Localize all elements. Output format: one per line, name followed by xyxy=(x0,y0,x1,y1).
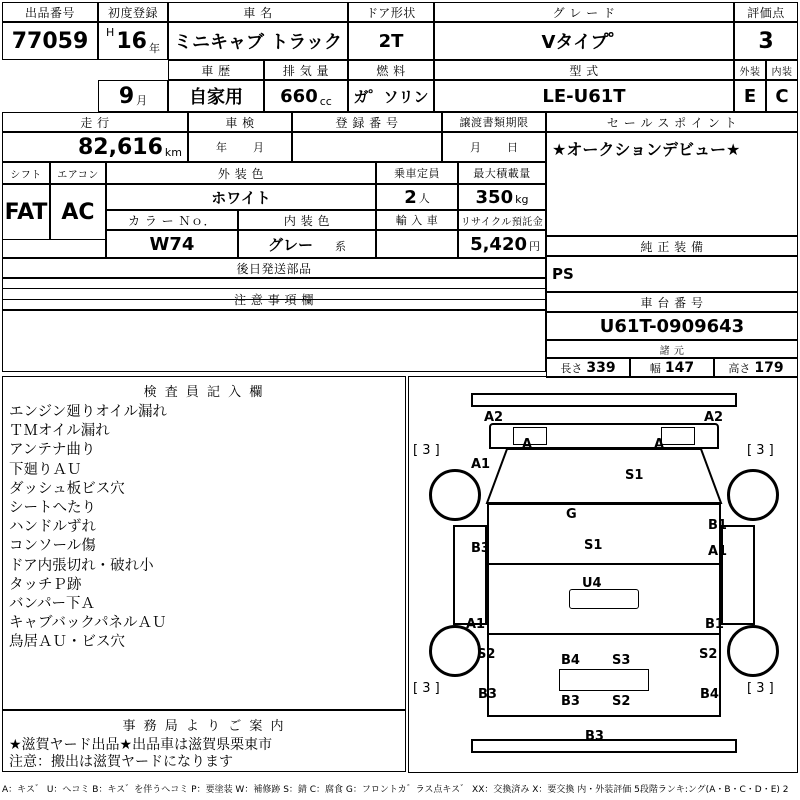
ext-score-label-cell xyxy=(734,60,766,80)
office-notice-line: ★滋賀ヤード出品★出品車は滋賀県栗東市 xyxy=(9,737,273,753)
diagram-body-divider-2 xyxy=(487,633,721,635)
import-value-cell xyxy=(376,230,458,258)
recycle-unit: 円 xyxy=(529,240,540,253)
chassis-value: U61T-0909643 xyxy=(599,315,745,337)
capacity-label: 乗車定員 xyxy=(394,167,440,180)
damage-code: B3 xyxy=(471,541,490,556)
damage-code: A1 xyxy=(471,457,491,472)
inspector-note-line: タッチＰ跡 xyxy=(9,576,82,593)
mileage-unit: km xyxy=(164,146,182,159)
import-label: 輸 入 車 xyxy=(395,214,439,227)
tire-depth-bracket: [ 3 ] xyxy=(413,443,440,458)
shift-label: シフト xyxy=(10,169,42,181)
displacement-unit: cc xyxy=(319,95,332,108)
score-value: 3 xyxy=(758,28,774,54)
int-score-value: C xyxy=(775,85,789,107)
fuel-value-cell xyxy=(348,80,434,112)
first-reg-year: 16 xyxy=(116,28,147,54)
score-value-cell xyxy=(734,22,798,60)
height-label: 高さ xyxy=(728,362,751,375)
inspector-notes-title: 検 査 員 記 入 欄 xyxy=(143,385,265,400)
first-reg-label-cell xyxy=(98,2,168,22)
capacity-unit: 人 xyxy=(418,192,430,205)
transfer-month-unit: 月 xyxy=(470,141,481,154)
first-reg-month-unit: 月 xyxy=(136,94,148,107)
damage-code: A2 xyxy=(484,410,504,425)
door-label: ドア形状 xyxy=(366,5,416,20)
car-name-label: 車 名 xyxy=(243,5,273,20)
office-notice-list xyxy=(9,737,399,771)
inspector-note-line: アンテナ曲り xyxy=(9,442,96,459)
reg-no-label: 登 録 番 号 xyxy=(335,115,399,130)
damage-code: S2 xyxy=(477,647,496,662)
displacement-value: 660 xyxy=(280,85,318,107)
damage-code: B1 xyxy=(708,518,727,533)
reg-no-label-cell xyxy=(292,112,442,132)
int-score-label-cell xyxy=(766,60,798,80)
inspector-note-line: バンパー下Ａ xyxy=(9,596,95,613)
genuine-value-cell xyxy=(546,256,798,292)
dimensions-label: 諸 元 xyxy=(659,345,685,357)
int-score-label: 内装 xyxy=(771,66,793,78)
width-value: 147 xyxy=(664,360,695,376)
color-no-label-cell xyxy=(106,210,238,230)
length-label: 長さ xyxy=(560,362,583,375)
damage-code: U4 xyxy=(582,576,602,591)
damage-code: B3 xyxy=(561,694,580,709)
first-reg-month-cell xyxy=(98,80,168,112)
diagram-right-side-panel xyxy=(721,525,755,625)
dimensions-label-cell xyxy=(546,340,798,358)
car-name-value-cell xyxy=(168,22,348,60)
inspection-label-cell xyxy=(188,112,292,132)
genuine-value: PS xyxy=(552,265,574,283)
ext-score-value: E xyxy=(743,85,757,107)
capacity-value: 2 xyxy=(404,186,417,208)
grade-label-cell xyxy=(434,2,734,22)
inspector-note-line: シートへたり xyxy=(9,500,96,517)
damage-code: S2 xyxy=(699,647,718,662)
damage-code: A1 xyxy=(708,544,728,559)
chassis-value-cell xyxy=(546,312,798,340)
model-value: LE-U61T xyxy=(542,85,626,107)
aircon-label: エアコン xyxy=(57,169,99,181)
reg-no-value-cell xyxy=(292,132,442,162)
door-value: 2T xyxy=(378,30,404,52)
legend-footer: A：キス゛ U：へコミ B：キス゛を伴うへコミ P：要塗装 W：補修跡 S：錆 C：腐食 G：フロントカ゛ラス点キス゛ XX：交換済み X：要交換 内・外装評価 5段階ランキ:ング(A・B・C・D・E) 2 xyxy=(2,785,789,795)
damage-code: B4 xyxy=(561,653,580,668)
later-parts-label-cell xyxy=(2,258,546,278)
inspector-note-line: コンソール傷 xyxy=(9,538,96,555)
ext-score-value-cell xyxy=(734,80,766,112)
inspector-note-line: ハンドルずれ xyxy=(9,519,96,536)
grade-value: Vタイプ゜ xyxy=(541,32,627,53)
inspector-note-line: 鳥居ＡＵ・ビス穴 xyxy=(9,634,125,651)
exhibit-no-value: 77059 xyxy=(11,28,89,54)
height-cell xyxy=(714,358,798,378)
import-label-cell xyxy=(376,210,458,230)
fuel-label-cell xyxy=(348,60,434,80)
aircon-label-cell xyxy=(50,162,106,184)
aircon-value-cell xyxy=(50,184,106,240)
diagram-left-side-panel xyxy=(453,525,487,625)
mileage-value-cell xyxy=(2,132,188,162)
door-value-cell xyxy=(348,22,434,60)
damage-code: A1 xyxy=(466,617,486,632)
first-reg-era: H xyxy=(106,26,115,39)
transfer-value-cell xyxy=(442,132,546,162)
exhibit-no-label-cell xyxy=(2,2,98,22)
damage-code: B4 xyxy=(700,687,719,702)
exhibit-no-label: 出品番号 xyxy=(24,5,75,20)
notes-value-cell xyxy=(2,310,546,372)
chassis-label: 車 台 番 号 xyxy=(640,295,704,310)
diagram-rear-bumper xyxy=(471,739,737,753)
model-value-cell xyxy=(434,80,734,112)
genuine-label: 純 正 装 備 xyxy=(640,239,704,254)
mileage-value: 82,616 xyxy=(78,134,163,160)
later-parts-label: 後日発送部品 xyxy=(236,261,312,276)
ext-color-label: 外 装 色 xyxy=(217,166,265,181)
tire-depth-bracket: [ 3 ] xyxy=(747,443,774,458)
color-no-label: カ ラ ー Ｎｏ． xyxy=(128,213,216,228)
color-no-value: W74 xyxy=(149,233,195,255)
notes-label-cell xyxy=(2,288,546,310)
history-value: 自家用 xyxy=(189,87,243,108)
max-load-value: 350 xyxy=(475,186,514,208)
grade-label: グ レ ー ド xyxy=(552,5,616,20)
max-load-value-cell xyxy=(458,184,546,210)
office-notice-line: 注意：搬出は滋賀ヤードになります xyxy=(9,754,233,770)
diagram-rear-panel xyxy=(559,669,649,691)
shift-aircon-filler xyxy=(2,240,106,258)
height-value: 179 xyxy=(754,360,784,376)
damage-code: G xyxy=(566,507,577,522)
damage-code: B3 xyxy=(585,729,604,744)
damage-code: B3 xyxy=(478,687,497,702)
history-label-cell xyxy=(168,60,264,80)
displacement-label-cell xyxy=(264,60,348,80)
inspector-note-line: 下廻りＡＵ xyxy=(9,461,82,478)
capacity-label-cell xyxy=(376,162,458,184)
damage-code: S1 xyxy=(584,538,603,553)
inspector-note-line: エンジン廻りオイル漏れ xyxy=(9,404,168,420)
damage-code: A xyxy=(654,437,665,452)
mileage-label-cell xyxy=(2,112,188,132)
inspection-year-unit: 年 xyxy=(216,141,227,154)
sales-point-label: セ ー ル ス ポ イ ン ト xyxy=(606,115,738,130)
damage-code: S2 xyxy=(612,694,631,709)
max-load-unit: kg xyxy=(515,193,529,206)
fuel-value: ガ゜ソリン xyxy=(353,87,429,106)
ext-color-value-cell xyxy=(106,184,376,210)
ext-score-label: 外装 xyxy=(739,66,761,78)
inspector-notes-box xyxy=(2,376,406,710)
history-label: 車 歴 xyxy=(201,63,231,78)
sales-point-value: ★オークションデビュー★ xyxy=(552,140,741,159)
ext-color-value: ホワイト xyxy=(211,188,271,207)
tire-depth-bracket: [ 3 ] xyxy=(413,681,440,696)
width-cell xyxy=(630,358,714,378)
inspector-note-line: ＴＭオイル漏れ xyxy=(9,423,110,440)
score-label-cell xyxy=(734,2,798,22)
shift-label-cell xyxy=(2,162,50,184)
exhibit-no-value-cell xyxy=(2,22,98,60)
diagram-wheel-front-left xyxy=(429,469,481,521)
inspector-note-line: ダッシュ板ビス穴 xyxy=(9,480,125,497)
mileage-label: 走 行 xyxy=(80,115,110,130)
transfer-label: 譲渡書類期限 xyxy=(459,116,529,129)
inspector-notes-list xyxy=(9,403,399,653)
tire-depth-bracket: [ 3 ] xyxy=(747,681,774,696)
sales-point-label-cell xyxy=(546,112,798,132)
damage-code: B1 xyxy=(705,617,724,632)
diagram-wheel-rear-right xyxy=(727,625,779,677)
max-load-label: 最大積載量 xyxy=(473,167,531,180)
vehicle-damage-diagram xyxy=(408,376,798,773)
shift-value: FAT xyxy=(4,199,48,225)
length-cell xyxy=(546,358,630,378)
grade-value-cell xyxy=(434,22,734,60)
genuine-label-cell xyxy=(546,236,798,256)
history-value-cell xyxy=(168,80,264,112)
diagram-wheel-front-right xyxy=(727,469,779,521)
color-no-value-cell xyxy=(106,230,238,258)
first-reg-label: 初度登録 xyxy=(107,5,158,20)
score-label: 評価点 xyxy=(747,5,785,20)
damage-code: S1 xyxy=(625,468,644,483)
aircon-value: AC xyxy=(61,199,95,225)
recycle-value: 5,420 xyxy=(470,233,527,255)
width-label: 幅 xyxy=(649,362,661,375)
shift-value-cell xyxy=(2,184,50,240)
damage-code: A2 xyxy=(704,410,724,425)
office-notice-box xyxy=(2,710,406,772)
recycle-label-cell xyxy=(458,210,546,230)
transfer-day-unit: 日 xyxy=(507,141,518,154)
diagram-top-bar xyxy=(471,393,737,407)
office-notice-title: 事 務 局 よ り ご 案 内 xyxy=(122,719,286,734)
ext-color-label-cell xyxy=(106,162,376,184)
model-label: 型 式 xyxy=(569,63,599,78)
damage-code: S3 xyxy=(612,653,631,668)
inspection-label: 車 検 xyxy=(225,115,255,130)
int-color-value: グレー xyxy=(267,235,313,254)
fuel-label: 燃 料 xyxy=(376,63,406,78)
inspection-value-cell xyxy=(188,132,292,162)
int-color-label-cell xyxy=(238,210,376,230)
max-load-label-cell xyxy=(458,162,546,184)
diagram-wheel-rear-left xyxy=(429,625,481,677)
sales-point-value-cell xyxy=(546,132,798,236)
car-name-value: ミニキャブ トラック xyxy=(174,32,342,53)
transfer-label-cell xyxy=(442,112,546,132)
recycle-label: リサイクル預託金 xyxy=(460,216,544,228)
door-label-cell xyxy=(348,2,434,22)
inspection-month-unit: 月 xyxy=(253,141,264,154)
first-reg-year-unit: 年 xyxy=(148,42,160,55)
chassis-label-cell xyxy=(546,292,798,312)
first-reg-value-cell xyxy=(98,22,168,60)
int-color-label: 内 装 色 xyxy=(283,213,331,228)
inspector-note-line: ドア内張切れ・破れ小 xyxy=(9,557,154,574)
inspector-note-line: キャブバックパネルＡＵ xyxy=(9,615,167,632)
model-label-cell xyxy=(434,60,734,80)
recycle-value-cell xyxy=(458,230,546,258)
diagram-roof-right-panel xyxy=(661,427,695,445)
length-value: 339 xyxy=(586,360,616,376)
int-color-suffix: 系 xyxy=(335,240,346,253)
int-color-value-cell xyxy=(238,230,376,258)
displacement-value-cell xyxy=(264,80,348,112)
diagram-body-divider-1 xyxy=(487,563,721,565)
first-reg-month: 9 xyxy=(118,83,135,109)
int-score-value-cell xyxy=(766,80,798,112)
notes-label: 注 意 事 項 欄 xyxy=(234,292,314,307)
displacement-label: 排 気 量 xyxy=(282,63,330,78)
damage-code: A xyxy=(522,437,533,452)
diagram-center-panel xyxy=(569,589,639,609)
car-name-label-cell xyxy=(168,2,348,22)
capacity-value-cell xyxy=(376,184,458,210)
